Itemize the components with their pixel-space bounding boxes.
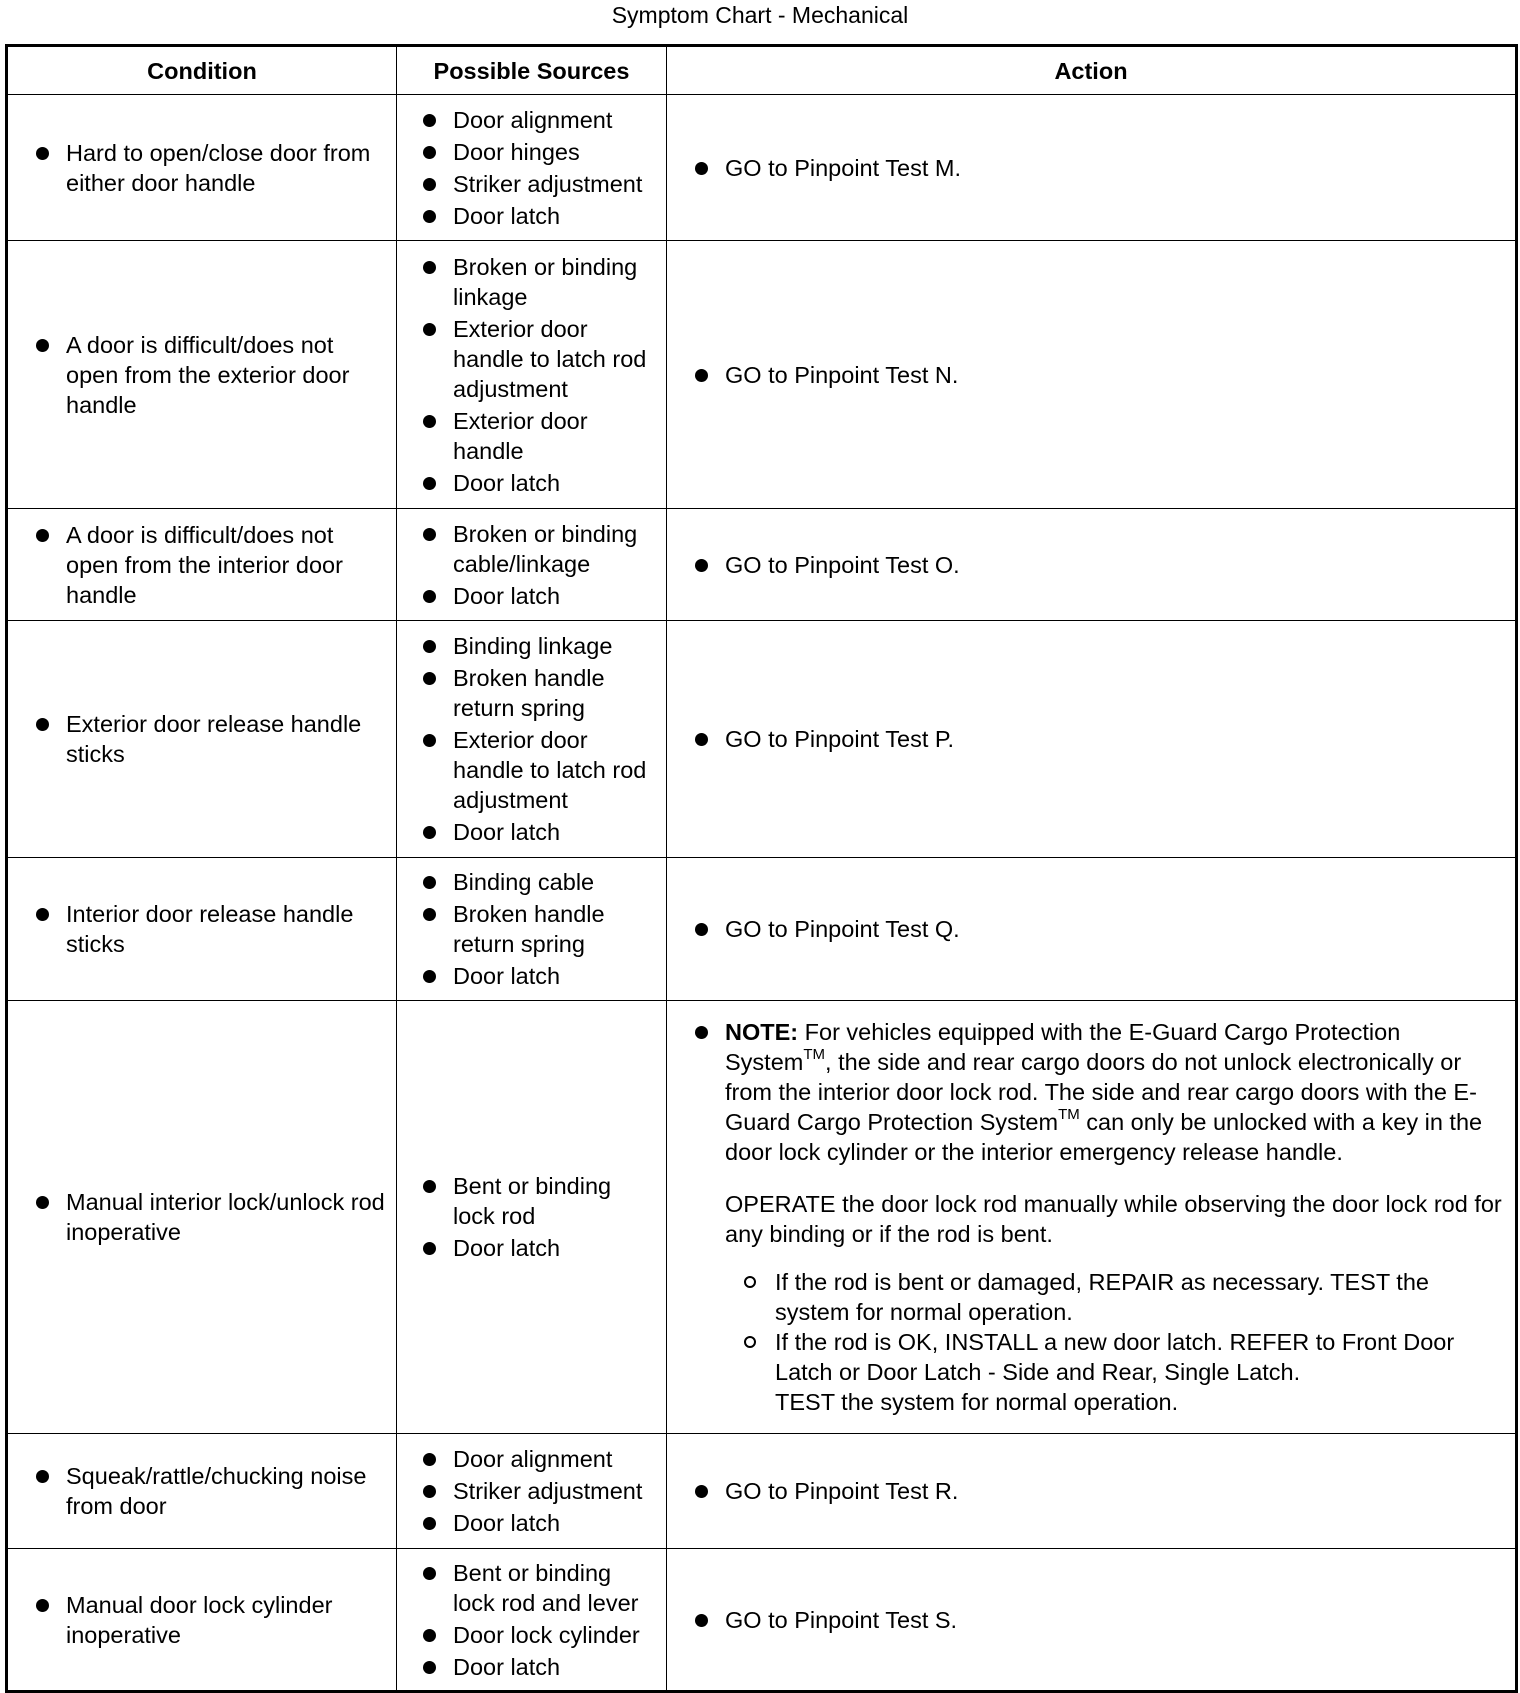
action-text: GO to Pinpoint Test P. [693, 724, 1505, 754]
action-text: GO to Pinpoint Test O. [693, 550, 1505, 580]
source-item: Broken handle return spring [421, 899, 658, 959]
action-cell [667, 621, 1517, 858]
action-sub-list [725, 1267, 1505, 1417]
source-item: Door lock cylinder [421, 1620, 658, 1650]
condition-text: Manual door lock cylinder inoperative [34, 1590, 386, 1650]
condition-cell [7, 241, 397, 509]
action-sub-item-text: TEST the system for normal operation. [775, 1389, 1179, 1415]
column-header-action: Action [667, 46, 1517, 95]
action-cell [667, 1434, 1517, 1549]
source-item: Door latch [421, 961, 658, 991]
condition-text: A door is difficult/does not open from the interior door handle [34, 520, 386, 610]
action-cell [667, 1549, 1517, 1692]
condition-text: Exterior door release handle sticks [34, 709, 386, 769]
note-text: can only be unlocked with a key in the door lock cylinder or the interior emergency release handle. [725, 1109, 1483, 1165]
action-sub-item: If the rod is bent or damaged, REPAIR as necessary. TEST the system for normal operation. [743, 1267, 1505, 1327]
source-item: Door latch [421, 817, 658, 847]
action-cell [667, 509, 1517, 621]
source-item: Striker adjustment [421, 169, 658, 199]
source-item: Binding linkage [421, 631, 658, 661]
action-cell [667, 1001, 1517, 1434]
condition-cell [7, 858, 397, 1001]
sources-cell [397, 621, 667, 858]
sources-cell [397, 1549, 667, 1692]
source-item: Broken or binding linkage [421, 252, 658, 312]
table-row [7, 1549, 1517, 1692]
action-sub-item-text: If the rod is OK, INSTALL a new door latch. REFER to Front Door Latch or Door Latch - Side and Rear, Single Latch. [775, 1329, 1455, 1385]
condition-text: Manual interior lock/unlock rod inoperative [34, 1187, 386, 1247]
action-text: GO to Pinpoint Test S. [693, 1605, 1505, 1635]
table-row [7, 621, 1517, 858]
action-text: GO to Pinpoint Test N. [693, 360, 1505, 390]
source-item: Door alignment [421, 1444, 658, 1474]
trademark-mark: TM [1058, 1106, 1080, 1124]
action-cell [667, 95, 1517, 241]
source-item: Striker adjustment [421, 1476, 658, 1506]
sources-cell [397, 858, 667, 1001]
table-row [7, 241, 1517, 509]
source-item: Door hinges [421, 137, 658, 167]
source-item: Broken or binding cable/linkage [421, 519, 658, 579]
source-item: Bent or binding lock rod and lever [421, 1558, 658, 1618]
source-item: Exterior door handle to latch rod adjustment [421, 725, 658, 815]
condition-cell [7, 621, 397, 858]
table-row [7, 1001, 1517, 1434]
condition-cell [7, 509, 397, 621]
condition-text: Interior door release handle sticks [34, 899, 386, 959]
column-header-condition: Condition [7, 46, 397, 95]
source-item: Binding cable [421, 867, 658, 897]
condition-cell [7, 1549, 397, 1692]
table-row [7, 1434, 1517, 1549]
table-row [7, 95, 1517, 241]
table-row [7, 858, 1517, 1001]
condition-text: Hard to open/close door from either door handle [34, 138, 386, 198]
action-text: GO to Pinpoint Test R. [693, 1476, 1505, 1506]
source-item: Door latch [421, 581, 658, 611]
symptom-chart-table [5, 44, 1518, 1693]
trademark-mark: TM [803, 1046, 826, 1064]
source-item: Exterior door handle [421, 406, 658, 466]
source-item: Bent or binding lock rod [421, 1171, 658, 1231]
sources-cell [397, 241, 667, 509]
source-item: Door latch [421, 201, 658, 231]
action-cell [667, 858, 1517, 1001]
condition-cell [7, 1434, 397, 1549]
action-sub-item [743, 1327, 1505, 1417]
condition-cell [7, 1001, 397, 1434]
note-text: For vehicles equipped with the E-Guard Cargo Protection System [725, 1019, 1401, 1075]
sources-cell [397, 1434, 667, 1549]
action-paragraph: OPERATE the door lock rod manually while observing the door lock rod for any binding or if the rod is bent. [725, 1191, 1502, 1247]
page-title: Symptom Chart - Mechanical [611, 2, 909, 28]
condition-text: A door is difficult/does not open from the exterior door handle [34, 330, 386, 420]
condition-cell [7, 95, 397, 241]
sources-cell [397, 1001, 667, 1434]
condition-text: Squeak/rattle/chucking noise from door [34, 1461, 386, 1521]
source-item: Broken handle return spring [421, 663, 658, 723]
source-item: Door latch [421, 1233, 658, 1263]
table-row [7, 509, 1517, 621]
action-text: GO to Pinpoint Test Q. [693, 914, 1505, 944]
source-item: Door alignment [421, 105, 658, 135]
action-text: GO to Pinpoint Test M. [693, 153, 1505, 183]
table-header-row [7, 46, 1517, 95]
note-text: , the side and rear cargo doors do not unlock electronically or from the interior door lock rod. The side and rear cargo doors with the E-Guard Cargo Protection System [725, 1049, 1477, 1135]
column-header-possible-sources: Possible Sources [397, 46, 667, 95]
note-label: NOTE: [725, 1019, 799, 1045]
action-note [693, 1017, 1505, 1417]
source-item: Door latch [421, 1652, 658, 1682]
source-item: Door latch [421, 1508, 658, 1538]
source-item: Exterior door handle to latch rod adjustment [421, 314, 658, 404]
sources-cell [397, 95, 667, 241]
source-item: Door latch [421, 468, 658, 498]
sources-cell [397, 509, 667, 621]
action-cell [667, 241, 1517, 509]
